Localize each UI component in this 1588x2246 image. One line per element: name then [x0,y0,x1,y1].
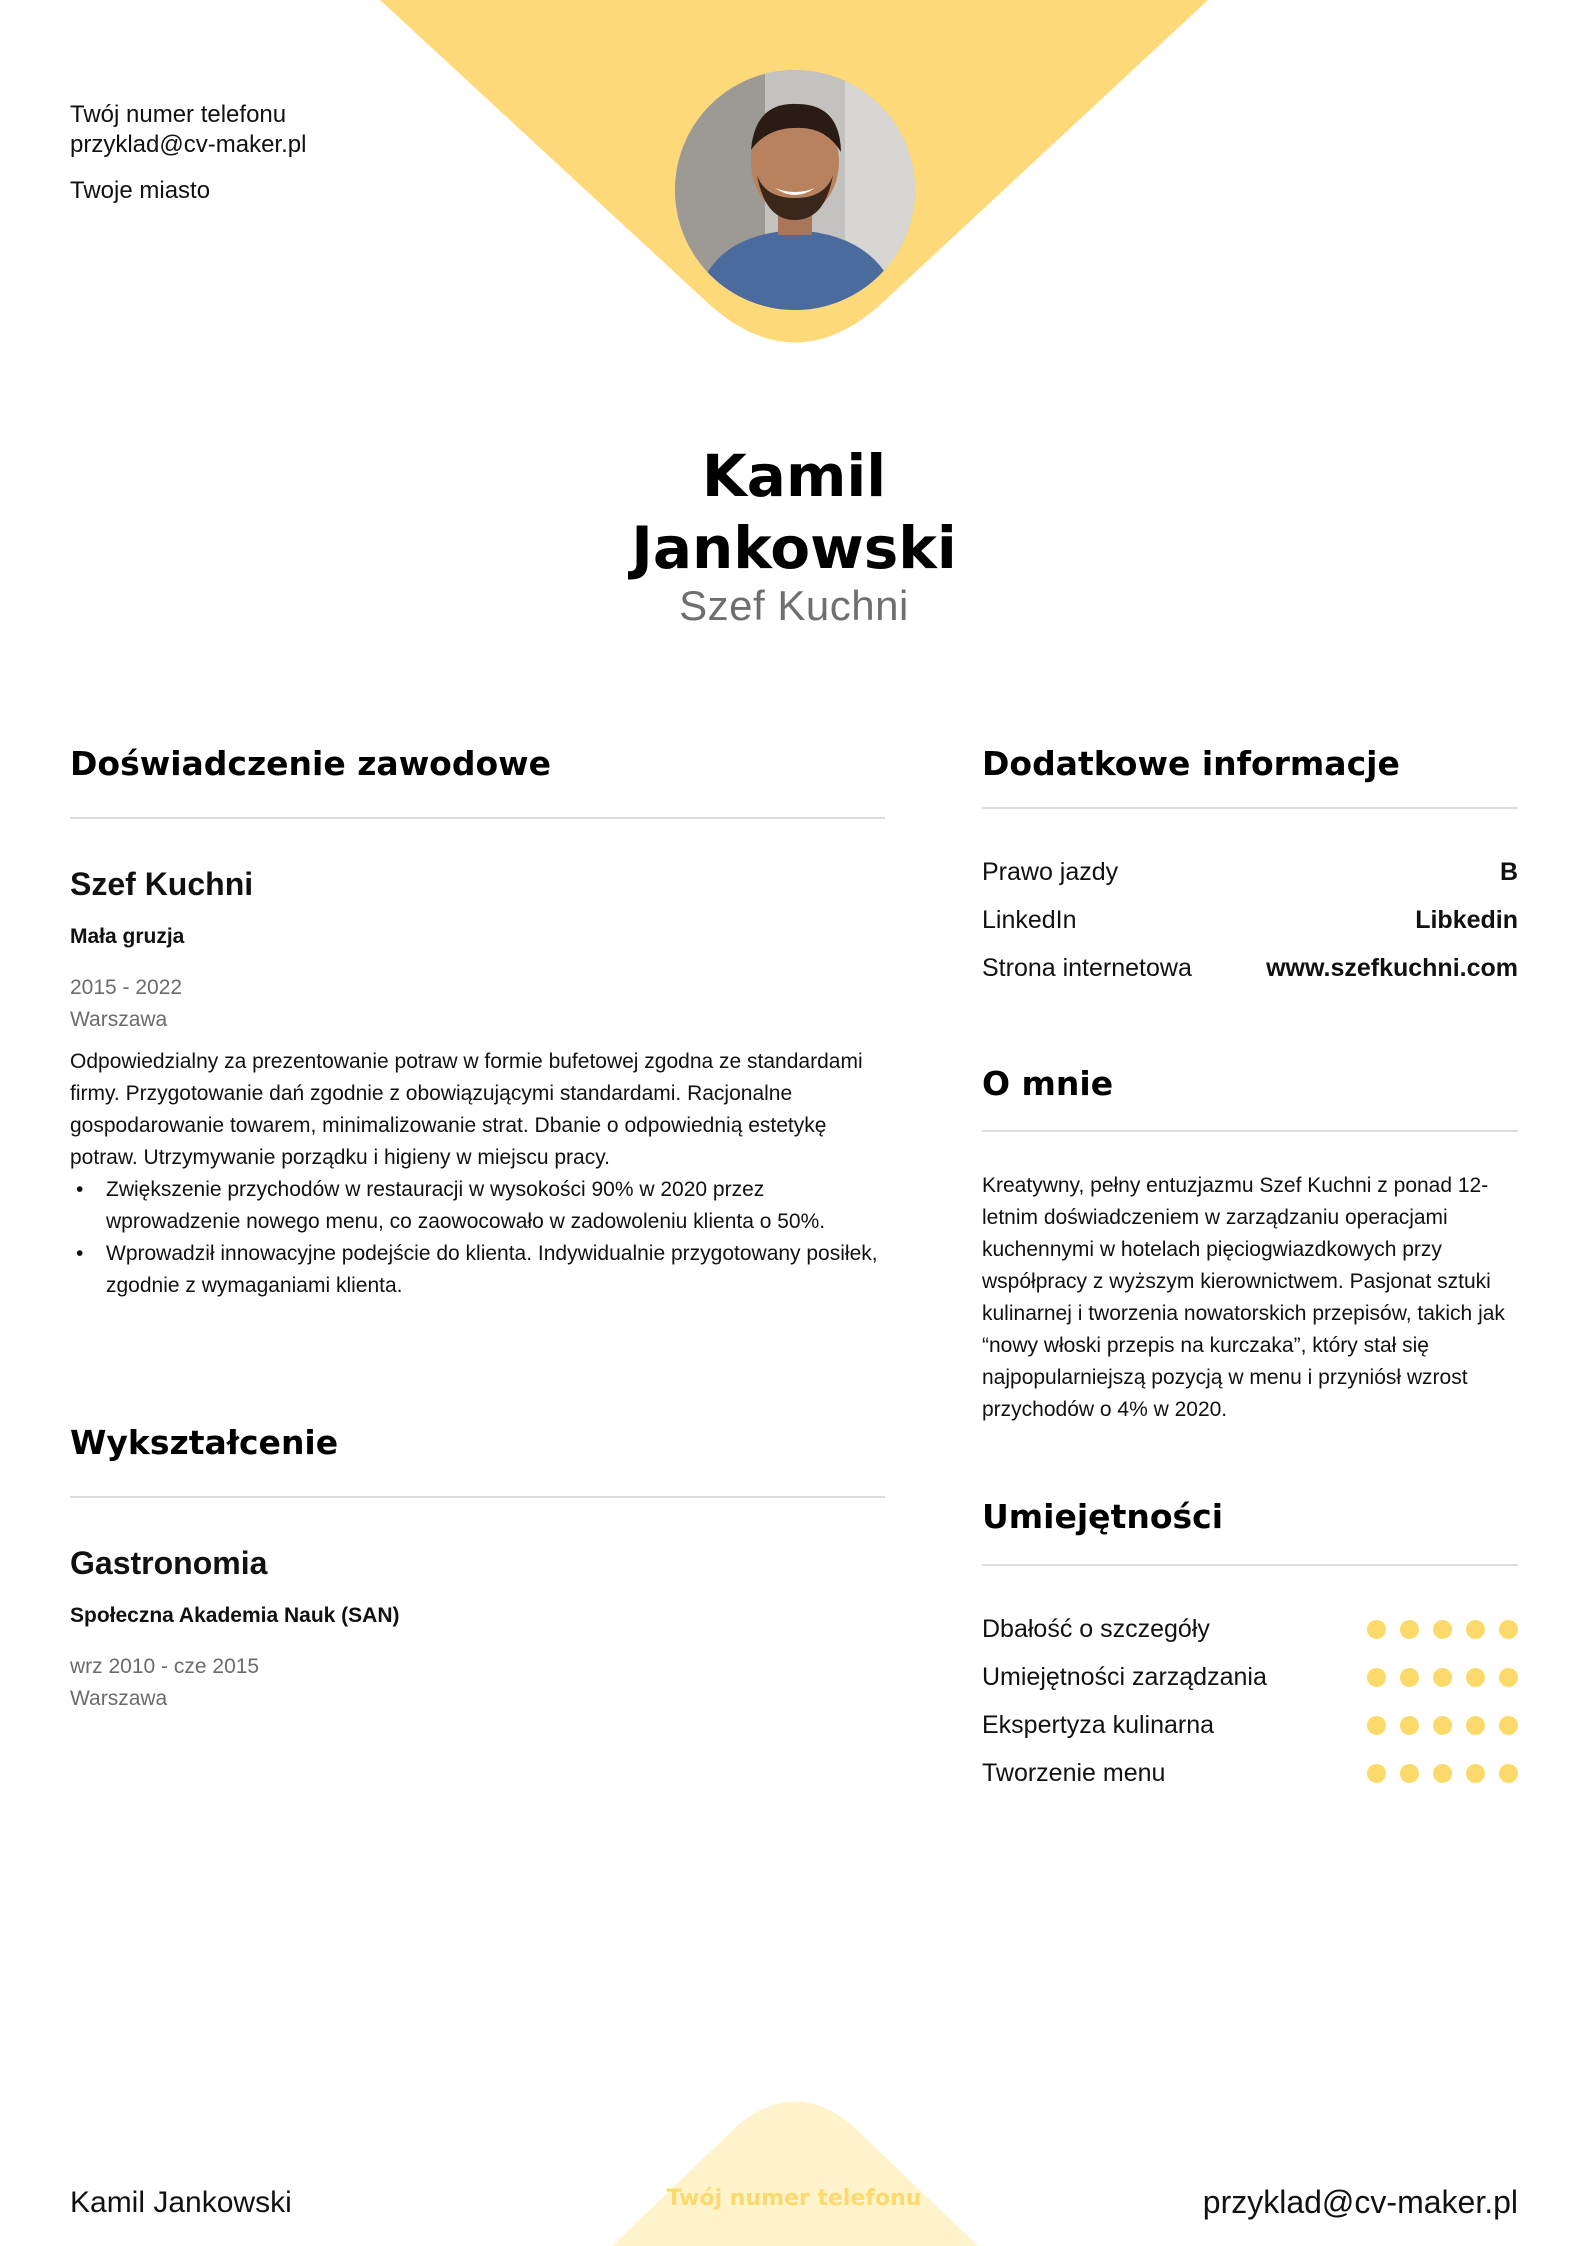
job-achievements [70,1174,880,1302]
job-achievement-item: • Zwiększenie przychodów w restauracji w wysokości 90% w 2020 przez wprowadzenie nowego menu, co zaowocowało w zadowoleniu klienta o 50%. [106,1174,880,1238]
skill-name: Dbałość o szczegóły [982,1614,1210,1643]
job-description-paragraph: Odpowiedzialny za prezentowanie potraw w formie bufetowej zgodna ze standardami firmy. Przygotowanie dań zgodnie z obowiązującymi standardami. Racjonalne gospodarowanie towarem, minimalizowanie strat. Dbanie o odpowiednią estetykę potraw. Utrzymywanie porządku i higieny w miejscu pracy. [70,1050,863,1169]
skill-row [982,1659,1518,1695]
info-label: Prawo jazdy [982,857,1119,886]
skills-heading: Umiejętności [982,1497,1224,1536]
skill-level-dot [1499,1716,1518,1735]
candidate-first-name: Kamil [701,442,887,510]
skill-level-dot [1499,1668,1518,1687]
skill-level-dot [1433,1668,1452,1687]
skills-divider [982,1564,1518,1566]
skill-row [982,1755,1518,1791]
skill-level-dot [1466,1764,1485,1783]
info-value[interactable]: Libkedin [1415,905,1518,934]
footer-email[interactable]: przyklad@cv-maker.pl [1202,2184,1518,2220]
skill-level-dot [1499,1620,1518,1639]
experience-heading: Doświadczenie zawodowe [70,744,552,783]
job-achievement-item: • Wprowadził innowacyjne podejście do klienta. Indywidualnie przygotowany posiłek, zgodnie z wymaganiami klienta. [106,1238,880,1302]
skill-level-dot [1466,1668,1485,1687]
skill-level-dot [1433,1620,1452,1639]
contact-phone: Twój numer telefonu [70,101,287,128]
skill-row [982,1611,1518,1647]
skill-name: Ekspertyza kulinarna [982,1710,1215,1739]
skill-name: Umiejętności zarządzania [982,1662,1267,1691]
footer-phone: Twój numer telefonu [666,2186,922,2211]
skill-level-dot [1400,1716,1419,1735]
skill-level-dot [1400,1620,1419,1639]
about-divider [982,1130,1518,1132]
job-meta [70,972,182,1036]
experience-divider [70,817,885,819]
contact-info [70,100,306,206]
skill-row [982,1707,1518,1743]
additional-info-heading: Dodatkowe informacje [982,744,1400,783]
info-row-driving-license [982,854,1518,890]
job-dates: 2015 - 2022 [70,976,183,999]
contact-email[interactable]: przyklad@cv-maker.pl [70,131,307,158]
skill-level-dot [1433,1716,1452,1735]
info-label: Strona internetowa [982,953,1192,982]
skill-rating [1367,1620,1518,1639]
skill-level-dot [1400,1764,1419,1783]
education-meta [70,1651,259,1715]
about-heading: O mnie [982,1064,1114,1103]
education-dates: wrz 2010 - cze 2015 [70,1655,260,1678]
info-label: LinkedIn [982,905,1077,934]
info-value: B [1499,857,1518,886]
education-school: Społeczna Akademia Nauk (SAN) [70,1604,400,1627]
skill-level-dot [1367,1668,1386,1687]
candidate-last-name: Jankowski [631,514,957,582]
info-row-website [982,950,1518,986]
footer-accent-shape [0,2100,1588,2246]
skill-level-dot [1367,1716,1386,1735]
skill-level-dot [1367,1620,1386,1639]
candidate-name [0,440,1588,584]
skill-rating [1367,1716,1518,1735]
skill-rating [1367,1764,1518,1783]
education-divider [70,1496,885,1498]
additional-info-divider [982,807,1518,809]
candidate-role: Szef Kuchni [679,582,909,629]
job-location: Warszawa [70,1008,168,1031]
footer-name: Kamil Jankowski [70,2186,292,2219]
info-row-linkedin [982,902,1518,938]
skill-level-dot [1466,1620,1485,1639]
profile-photo [675,70,915,310]
job-description [70,1046,880,1302]
skill-level-dot [1433,1764,1452,1783]
education-location: Warszawa [70,1687,168,1710]
job-title: Szef Kuchni [70,866,254,902]
skill-level-dot [1400,1668,1419,1687]
education-heading: Wykształcenie [70,1423,339,1462]
skill-rating [1367,1668,1518,1687]
skill-level-dot [1367,1764,1386,1783]
skill-level-dot [1499,1764,1518,1783]
job-company: Mała gruzja [70,925,185,948]
skill-level-dot [1466,1716,1485,1735]
education-field: Gastronomia [70,1545,268,1581]
skill-name: Tworzenie menu [982,1758,1166,1787]
contact-city: Twoje miasto [70,177,211,204]
about-text: Kreatywny, pełny entuzjazmu Szef Kuchni z ponad 12-letnim doświadczeniem w zarządzaniu operacjami kuchennymi w hotelach pięciogwiazdkowych przy współpracy z wyższym kierownictwem. Pasjonat sztuki kulinarnej i tworzenia nowatorskich przepisów, takich jak “nowy włoski przepis na kurczaka”, który stał się najpopularniejszą pozycją w menu i przyniósł wzrost przychodów o 4% w 2020. [982,1174,1505,1421]
info-value[interactable]: www.szefkuchni.com [1266,953,1518,982]
